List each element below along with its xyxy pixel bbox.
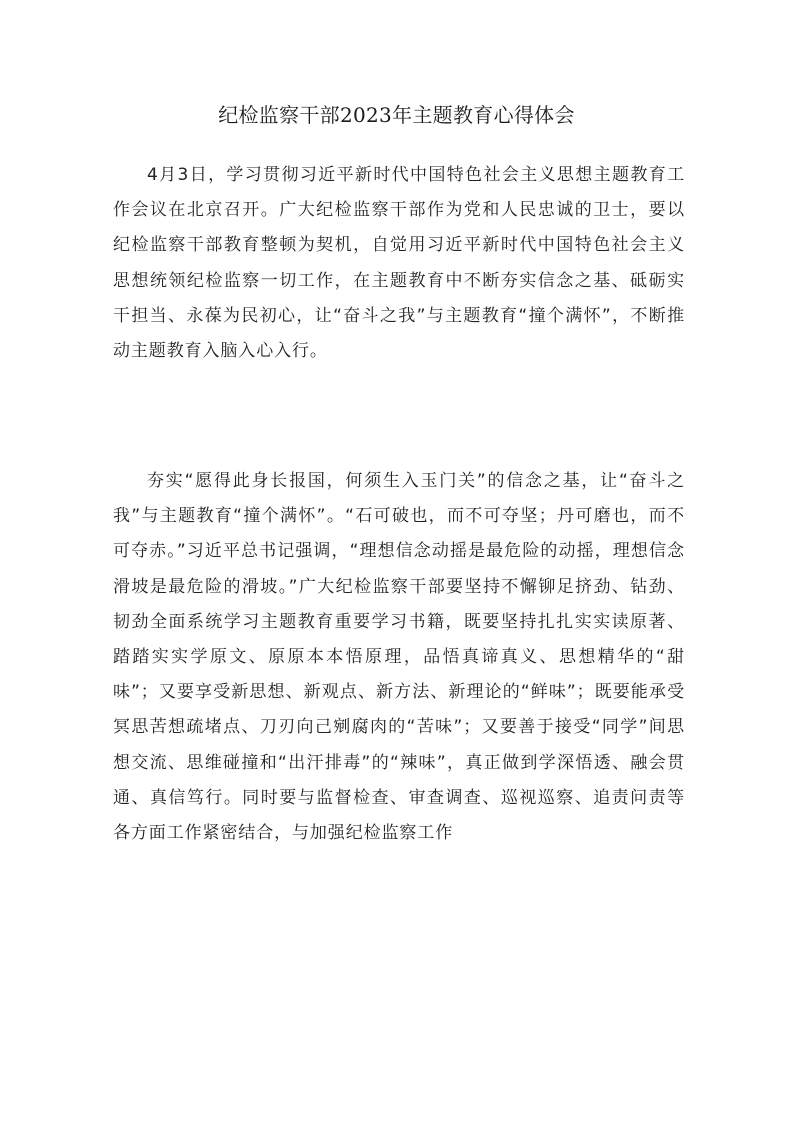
paragraph-2: 夯实“愿得此身长报国，何须生入玉门关”的信念之基，让“奋斗之我”与主题教育“撞个满怀”。“石可破也，而不可夺坚；丹可磨也，而不可夺赤。”习近平总书记强调，“理想信念动摇是最危险的动摇，理想信念滑坡是最危险的滑坡。”广大纪检监察干部要坚持不懈铆足挤劲、钻劲、韧劲全面系统学习主题教育重要学习书籍，既要坚持扎扎实实读原著、踏踏实实学原文、原原本本悟原理，品悟真谛真义、思想精华的“甜味”；又要享受新思想、新观点、新方法、新理论的“鲜味”；既要能承受冥思苦想疏堵点、刀刃向己剜腐肉的“苦味”；又要善于接受“同学”间思想交流、思维碰撞和“出汗排毒”的“辣味”，真正做到学深悟透、融会贯通、真信笃行。同时要与监督检查、审查调查、巡视巡察、追责问责等各方面工作紧密结合，与加强纪检监察工作 (113, 471, 685, 844)
document-title: 纪检监察干部2023年主题教育心得体会 (218, 103, 575, 127)
paragraph-1: 4月3日，学习贯彻习近平新时代中国特色社会主义思想主题教育工作会议在北京召开。广大纪检监察干部作为党和人民忠诚的卫士，要以纪检监察干部教育整顿为契机，自觉用习近平新时代中国特色社会主义思想统领纪检监察一切工作，在主题教育中不断夯实信念之基、砥砺实干担当、永葆为民初心，让“奋斗之我”与主题教育“撞个满怀”，不断推动主题教育入脑入心入行。 (113, 165, 685, 362)
